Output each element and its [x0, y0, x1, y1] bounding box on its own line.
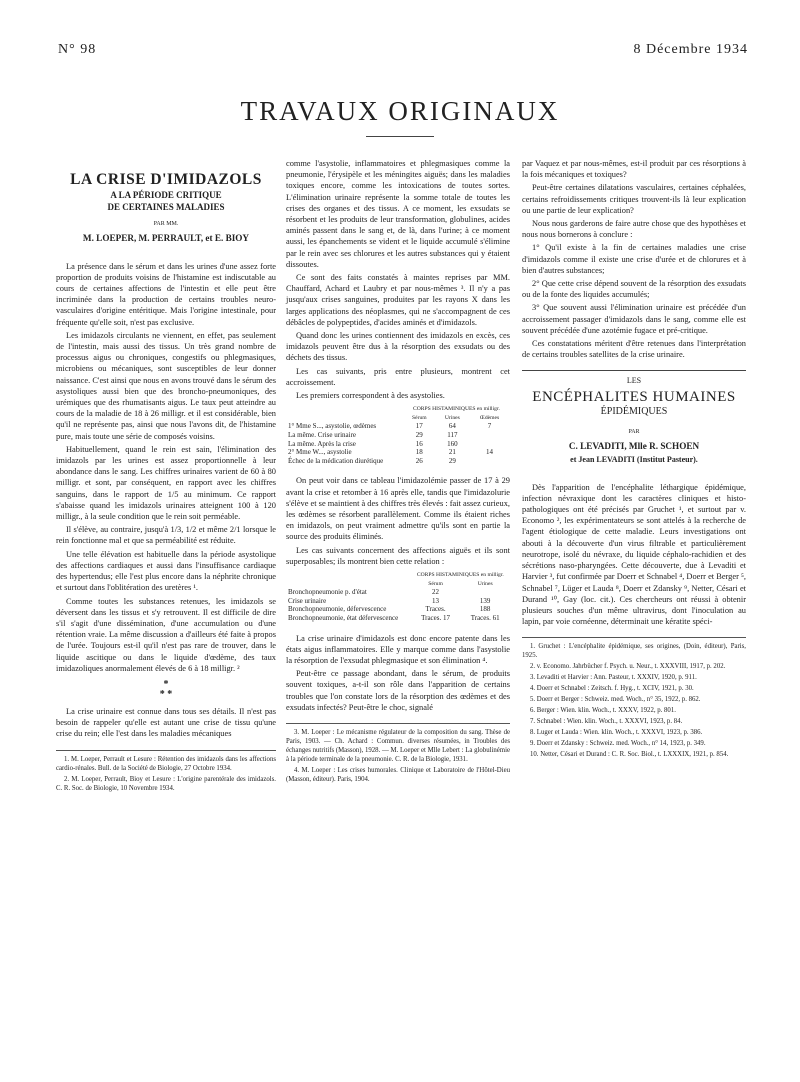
footnote: 2. v. Economo. Jahrbücher f. Psych. u. Neur., t. XXXVIII, 1917, p. 202.	[530, 663, 726, 671]
paragraph: Peut-être certaines dilatations vasculaires, certaines céphalées, certains refroidissements critiques trouvent-ils là leur explication ou une partie de leur explication?	[522, 183, 746, 215]
footnote: 6. Berger : Wien. klin. Woch., t. XXXV, 1922, p. 801.	[530, 707, 676, 715]
cell: 16	[415, 439, 423, 448]
table-col-header: Urines	[477, 580, 493, 587]
paragraph: La crise urinaire est connue dans tous ses détails. Il n'est pas besoin de rappeler qu'elle est autant une crise de tissu qu'une crise du rein; elle l'est dans les maladies mécaniques	[56, 706, 276, 739]
column-1	[56, 158, 276, 795]
article-subtitle-1: A LA PÉRIODE CRITIQUE	[110, 190, 222, 201]
table-row	[286, 431, 510, 440]
row-label: Crise urinaire	[288, 596, 327, 605]
cell: 13	[432, 596, 440, 605]
footnote: 2. M. Loeper, Perrault, Bioy et Lesure : L'origine parentérale des imidazols. C. R. Soc. de Biologie, 10 Novembre 1934.	[56, 775, 276, 792]
paragraph: par Vaquez et par nous-mêmes, est-il produit par ces résorptions à la fois mécaniques et toxiques?	[522, 159, 746, 180]
cell: 160	[447, 439, 458, 448]
cell: 64	[448, 422, 456, 431]
cell	[469, 457, 510, 466]
footnote: 3. M. Loeper : Le mécanisme régulateur de la composition du sang. Thèse de Paris, 1903. — Ch. Achard : Commun. diverses résumées, in Troubles des échanges nutritifs (Masson), 1928. — M. Loeper et Mlle Lebert : La globulinémie à la période terminale de la pneumonie. C. R. de la Biologie, 1931.	[286, 729, 510, 764]
footnotes	[56, 750, 276, 793]
paragraph: On peut voir dans ce tableau l'imidazolémie passer de 17 à 29 avant la crise et retomber à 16 après elle, tandis que l'imidazolurie s'élève et se maintient à des chiffres très élevés : fait assez curieux, les œdèmes se résorbent parallèlement. Comme ils étaient riches en imidazols, on peut vraiment admettre qu'ils sont en partie la source des produits éliminés.	[286, 476, 510, 542]
cell	[469, 440, 510, 449]
row-label: 1° Mme S..., asystolie, œdèmes	[288, 422, 377, 431]
cell: 139	[479, 596, 491, 605]
footnote: 1. M. Loeper, Perrault et Lesure : Rétention des imidazols dans les affections cardio-rénales. Bull. de la Société de Biologie, 27 Octobre 1934.	[56, 755, 276, 772]
table-row	[286, 614, 510, 623]
paragraph: Les cas suivants concernent des affections aiguës et ils sont superposables; ils montrent bien cette relation :	[286, 545, 510, 566]
paragraph: 3° Que souvent aussi l'élimination urinaire est précédée d'un accroissement passager d'imidazols dans le sang, comme elle est souvent précédée d'une azotémie fugace et pré-critique.	[522, 303, 746, 335]
cell: 188	[479, 605, 491, 614]
row-label: La même. Crise urinaire	[288, 431, 357, 440]
article2-authors-2: et Jean LEVADITI (Institut Pasteur).	[570, 455, 698, 465]
section-title: TRAVAUX ORIGINAUX	[240, 96, 560, 126]
article2-subtitle: ÉPIDÉMIQUES	[600, 405, 668, 417]
paragraph: 2° Que cette crise dépend souvent de la résorption des exsudats ou de la fonte des liquides accumulés;	[522, 279, 746, 300]
paragraph: Quand donc les urines contiennent des imidazols en excès, ces imidazols peuvent être dus à la résorption des exsudats ou des déchets des tissus.	[286, 331, 510, 363]
paragraph: Les cas suivants, pris entre plusieurs, montrent cet accroissement.	[286, 366, 510, 387]
cell: 117	[447, 431, 458, 440]
cell: 26	[415, 456, 423, 465]
table-col-header: Sérum	[411, 414, 427, 421]
table-heading: CORPS HISTAMINIQUES en milligr.	[413, 406, 500, 413]
paragraph: Les premiers correspondent à des asystolies.	[296, 391, 445, 401]
table-row	[286, 597, 510, 606]
cell: 21	[448, 448, 456, 457]
paragraph: Dès l'apparition de l'encéphalite léthargique épidémique, infection névraxique dont les caractères cliniques et histo-pathologiques ont été précisés par Gruchet ¹, et surtout par v. Economo ², les expérimentateurs se sont attelés à la recherche de l'agent étiologique de cette maladie. Leurs investigations ont abouti à la découverte d'un virus filtrable et particulièrement neurotrope, isolé du névraxe, du liquide céphalo-rachidien et des sécrétions naso-pharyngées. Cette découverte, due à Levaditi et Harvier ³, fut confirmée par Doerr et Schnabel ⁴, Doerr et Berger ⁵, Schnabel ⁷, Lüger et Lauda ⁸, Doerr et Zdansky ⁹, Netter, Césari et Durand ¹⁰, Gay (loc. cit.). Ces chercheurs ont réussi à obtenir plusieurs souches d'un même ultravirus, dont l'inoculation au lapin, par voie cornéenne, déterminait une kératite spéci-	[522, 482, 746, 627]
article-title: LA CRISE D'IMIDAZOLS	[70, 171, 262, 188]
cell: 22	[432, 588, 440, 597]
article-authors: M. LOEPER, M. PERRAULT, et E. BIOY	[82, 233, 250, 244]
footnote: 5. Doerr et Berger : Schweiz. med. Woch., n° 35, 1922, p. 862.	[530, 696, 701, 704]
table-row	[286, 588, 510, 597]
row-label: Échec de la médication diurétique	[288, 456, 384, 465]
table-row	[286, 422, 510, 431]
table-col-header: Œdèmes	[479, 414, 500, 421]
footnote: 10. Netter, Césari et Durand : C. R. Soc. Biol., t. LXXXIX, 1921, p. 854.	[530, 751, 729, 759]
cell	[469, 431, 510, 440]
by-label: PAR MM.	[153, 221, 179, 228]
article-separator	[522, 370, 746, 371]
paragraph: Une telle élévation est habituelle dans la période asystolique des affections cardiaques et aussi dans l'insuffisance cardiaque des hypertendus; elle l'est plus encore dans la néphrite chronique et surtout dans l'oblitération des uretères ¹.	[56, 549, 276, 593]
paragraph: Ce sont des faits constatés à maintes reprises par MM. Chauffard, Achard et Laubry et par nous-mêmes ³. Il n'y a pas jusqu'aux crises sanguines, produites par les rayons X dans les larges applications des néoplasmes, qui ne s'accompagnent de ces débâcles de polypeptides, d'acides aminés et d'imidazols.	[286, 273, 510, 327]
paragraph: Nous nous garderons de faire autre chose que des hypothèses et nous nous bornerons à conclure :	[522, 219, 746, 240]
cell: Traces. 17	[421, 614, 450, 623]
article-subtitle-2: DE CERTAINES MALADIES	[107, 202, 225, 213]
data-table-asystolies	[286, 405, 510, 465]
footnote: 7. Schnabel : Wien. klin. Woch., t. XXXVI, 1923, p. 84.	[530, 718, 683, 726]
footnote: 4. M. Loeper : Les crises humorales. Clinique et Laboratoire de l'Hôtel-Dieu (Masson, éditeur). Paris, 1904.	[286, 767, 510, 784]
row-label: Bronchopneumonie, état défervescence	[288, 614, 399, 623]
cell: Traces.	[425, 605, 446, 614]
paragraph: Ces constatations méritent d'être retenues dans l'interprétation de certains troubles satellites de la crise urinaire.	[522, 339, 746, 360]
article2-les: LES	[626, 376, 642, 386]
paragraph: La crise urinaire d'imidazols est donc encore patente dans les états aigus inflammatoires. Elle y marque comme dans l'asystolie la résorption de l'exsudat phlegmasique et son élimination ⁴.	[286, 633, 510, 666]
paragraph: La présence dans le sérum et dans les urines d'une assez forte proportion de produits voisins de l'histamine est indiscutable au cours de certaines affections de l'intestin et elle peut être incriminée dans la production de certains troubles neuro-vasculaires d'origine entéritique. Mais l'origine intestinale, pour fréquente qu'elle soit, n'est pas exclusive.	[56, 261, 276, 327]
cell: Traces. 61	[470, 614, 500, 623]
footnotes	[286, 723, 510, 784]
table-col-header: Urines	[444, 414, 460, 421]
paragraph: Les imidazols circulants ne viennent, en effet, pas seulement de l'intestin, mais aussi des tissus. Un très grand nombre de processus aigus ou chroniques, congestifs ou phlegmasiques, microbiens ou mécaniques, sont susceptibles de leur donner naissance. C'est ainsi que nous en avons trouvé dans le sérum des asystoliques aussi bien que des broncho-pneumoniques, des urémiques que des rhumatisants aigus. Le taux peut atteindre au cours de la maladie de 18 à 26 milligr. et il est considérable, bien qu'il ne représente pas, ainsi que nous l'avons dit, de l'histamine pure, mais toute une série de composés voisins.	[56, 330, 276, 441]
cell: 7	[487, 422, 492, 431]
table-row	[286, 448, 510, 457]
row-label: 2° Mme W..., asystolie	[288, 448, 352, 457]
cell: 29	[415, 431, 423, 440]
footnote: 4. Doerr et Schnabel : Zeitsch. f. Hyg., t. XCIV, 1921, p. 30.	[530, 685, 694, 693]
table-col-header: Sérum	[428, 580, 443, 587]
cell: 17	[415, 422, 423, 431]
table-heading: CORPS HISTAMINIQUES en milligr.	[416, 572, 504, 579]
issue-date: 8 Décembre 1934	[633, 42, 748, 57]
row-label: La même. Après la crise	[288, 439, 356, 448]
table-row	[286, 440, 510, 449]
paragraph: 1° Qu'il existe à la fin de certaines maladies une crise d'imidazols comme il existe une crise d'urée et de chlorures et à bien d'autres substances;	[522, 243, 746, 275]
title-divider	[366, 136, 434, 137]
table-row	[286, 457, 510, 466]
footnote: 9. Doerr et Zdansky : Schweiz. med. Woch., n° 14, 1923, p. 349.	[530, 740, 706, 748]
by-label: PAR	[628, 429, 640, 436]
section-separator-stars: * * *	[159, 678, 173, 700]
article2-title: ENCÉPHALITES HUMAINES	[532, 388, 736, 405]
row-label: Bronchopneumonie, défervescence	[288, 605, 387, 614]
paragraph: Peut-être ce passage abondant, dans le sérum, de produits souvent toxiques, a-t-il son rôle dans l'apparition de certains troubles que l'on constate lors de la résorption des œdèmes et des exsudats infectés? Peut-être le choc, signalé	[286, 669, 510, 712]
cell: 29	[448, 456, 456, 465]
issue-number: N° 98	[58, 42, 97, 57]
paragraph: Il s'élève, au contraire, jusqu'à 1/3, 1/2 et même 2/1 lorsque le rein fonctionne mal et que sa perméabilité est réduite.	[56, 525, 276, 546]
paragraph: Habituellement, quand le rein est sain, l'élimination des imidazols par les urines est assez proportionnelle à leur abondance dans le sang. Les chiffres urinaires varient de 60 à 80 milligr. et sont, par conséquent, en rapport avec les chiffres sanguins, dans le rapport de 1/5 au minimum. Ce rapport s'abaisse quand les imidazols urinaires atteignent 100 à 120 milligr., à la seule condition que le rein soit perméable.	[56, 444, 276, 522]
cell: 18	[415, 448, 423, 457]
column-3	[522, 158, 746, 761]
cell: 14	[485, 448, 493, 457]
footnotes	[522, 637, 746, 759]
table-row	[286, 605, 510, 614]
paragraph: Comme toutes les substances retenues, les imidazols se déversent dans les tissus et s'y retrouvent. Il est difficile de dire s'il s'agit d'une dissémination, d'une accumulation ou d'une rétention vraie. La même discussion a d'ailleurs été faite à propos de l'urée. Toujours est-il qu'il n'est pas rare de trouver, dans le liquide ascitique ou dans le liquide d'œdème, des taux imidazoliques anormalement élevés de 6 à 18 milligr. ²	[56, 596, 276, 673]
cell	[460, 588, 510, 597]
paragraph: comme l'asystolie, inflammatoires et phlegmasiques comme la pneumonie, l'érysipèle et les méningites aiguës; dans les maladies toxiques encore, comme les intoxications de toutes sortes. L'élimination urinaire représente la somme totale de toutes les crises des organes et des tissus. A ce moment, les exsudats se résorbent et les produits de leur transformation, globulines, acides aminés passent dans le sang et, de là, dans l'urine; à ce moment aussi, les épanchements se vident et le liquide accumulé s'élimine par le rein avec ses chlorures et les autres substances qui y étaient dissoutes.	[286, 159, 510, 269]
data-table-acute	[286, 571, 510, 623]
footnote: 3. Levaditi et Harvier : Ann. Pasteur, t. XXXIV, 1920, p. 911.	[530, 674, 697, 682]
footnote: 8. Luger et Lauda : Wien. klin. Woch., t. XXXVI, 1923, p. 386.	[530, 729, 703, 737]
row-label: Bronchopneumonie p. d'état	[288, 588, 367, 597]
article2-authors: C. LEVADITI, Mlle R. SCHOEN	[568, 441, 700, 452]
column-2	[286, 158, 510, 786]
footnote: 1. Gruchet : L'encéphalite épidémique, ses origines, (Doin, éditeur), Paris, 1925.	[522, 643, 746, 660]
